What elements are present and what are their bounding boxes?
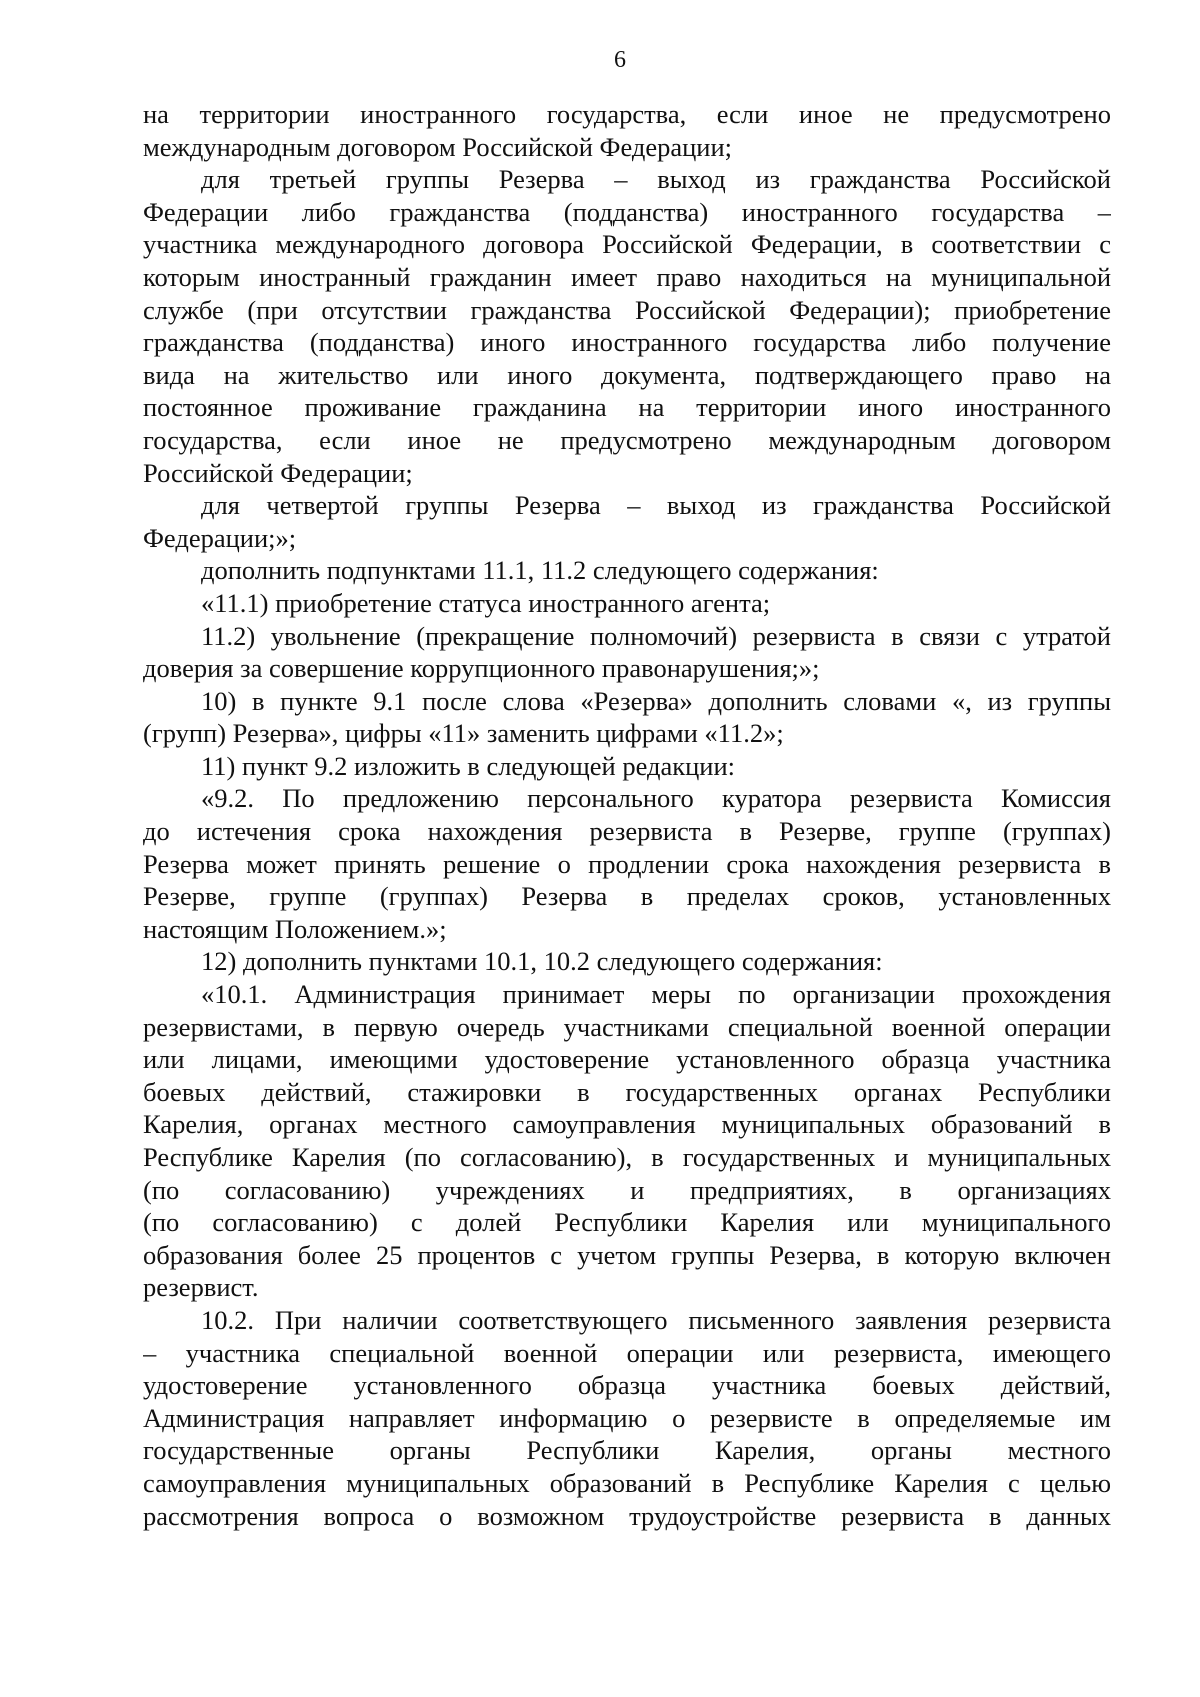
text-line: настоящим Положением.»; [143,913,447,944]
text-line: государства, если иное не предусмотрено международным договором [143,424,1111,455]
text-line: вида на жительство или иного документа, подтверждающего право на [143,359,1111,390]
page-number: 6 [614,47,626,73]
text-line: Карелия, органах местного самоуправления муниципальных образований в [143,1109,1111,1140]
text-line: Республике Карелия (по согласованию), в государственных и муниципальных [143,1142,1111,1172]
text-line: самоуправления муниципальных образований в Республике Карелия с целью [143,1467,1111,1498]
text-line: дополнить подпунктами 11.1, 11.2 следующего содержания: [201,555,879,586]
text-line: – участника специальной военной операции или резервиста, имеющего [143,1337,1111,1368]
text-line: которым иностранный гражданин имеет право находиться на муниципальной [143,261,1111,292]
text-line: участника международного договора Российской Федерации, в соответствии с [143,229,1111,260]
text-line: на территории иностранного государства, если иное не предусмотрено [143,99,1111,129]
text-line: резервист. [143,1272,259,1303]
text-line: или лицами, имеющими удостоверение установленного образца участника [143,1044,1111,1075]
text-line: 11) пункт 9.2 изложить в следующей редакции: [201,750,736,781]
text-line: доверия за совершение коррупционного правонарушения;»; [143,653,820,684]
text-line: «9.2. По предложению персонального куратора резервиста Комиссия [201,783,1111,814]
text-line: для четвертой группы Резерва – выход из гражданства Российской [201,490,1111,521]
text-line: 12) дополнить пунктами 10.1, 10.2 следующего содержания: [201,946,883,977]
text-line: боевых действий, стажировки в государственных органах Республики [143,1076,1111,1107]
text-line: Федерации либо гражданства (подданства) иностранного государства – [143,196,1111,227]
text-line: Резерве, группе (группах) Резерва в пределах сроков, установленных [143,881,1111,912]
text-line: образования более 25 процентов с учетом группы Резерва, в которую включен [143,1239,1111,1270]
text-line: 11.2) увольнение (прекращение полномочий) резервиста в связи с утратой [201,620,1111,651]
text-line: 10) в пункте 9.1 после слова «Резерва» дополнить словами «, из группы [201,685,1111,716]
document-body [143,98,1111,1532]
text-line: службе (при отсутствии гражданства Российской Федерации); приобретение [143,294,1111,325]
text-line: Администрация направляет информацию о резервисте в определяемые им [143,1402,1111,1433]
text-line: (групп) Резерва», цифры «11» заменить цифрами «11.2»; [143,718,784,749]
text-line: до истечения срока нахождения резервиста в Резерве, группе (группах) [143,816,1111,847]
text-line: международным договором Российской Федерации; [143,131,733,162]
text-line: Федерации;»; [143,522,297,553]
text-line: 10.2. При наличии соответствующего письменного заявления резервиста [201,1304,1111,1335]
text-line: гражданства (подданства) иного иностранного государства либо получение [143,327,1111,358]
text-line: удостоверение установленного образца участника боевых действий, [143,1370,1111,1401]
text-line: для третьей группы Резерва – выход из гражданства Российской [201,164,1111,195]
text-line: (по согласованию) с долей Республики Карелия или муниципального [143,1207,1111,1238]
text-line: резервистами, в первую очередь участниками специальной военной операции [143,1011,1111,1042]
text-line: (по согласованию) учреждениях и предприятиях, в организациях [143,1174,1111,1205]
text-line: «11.1) приобретение статуса иностранного агента; [201,587,771,618]
text-line: постоянное проживание гражданина на территории иного иностранного [143,392,1111,423]
text-line: Резерва может принять решение о продлении срока нахождения резервиста в [143,848,1111,879]
text-line: Российской Федерации; [143,457,413,488]
text-line: государственные органы Республики Карелия, органы местного [143,1435,1111,1466]
text-line: «10.1. Администрация принимает меры по организации прохождения [201,979,1111,1010]
text-line: рассмотрения вопроса о возможном трудоустройстве резервиста в данных [143,1500,1111,1531]
